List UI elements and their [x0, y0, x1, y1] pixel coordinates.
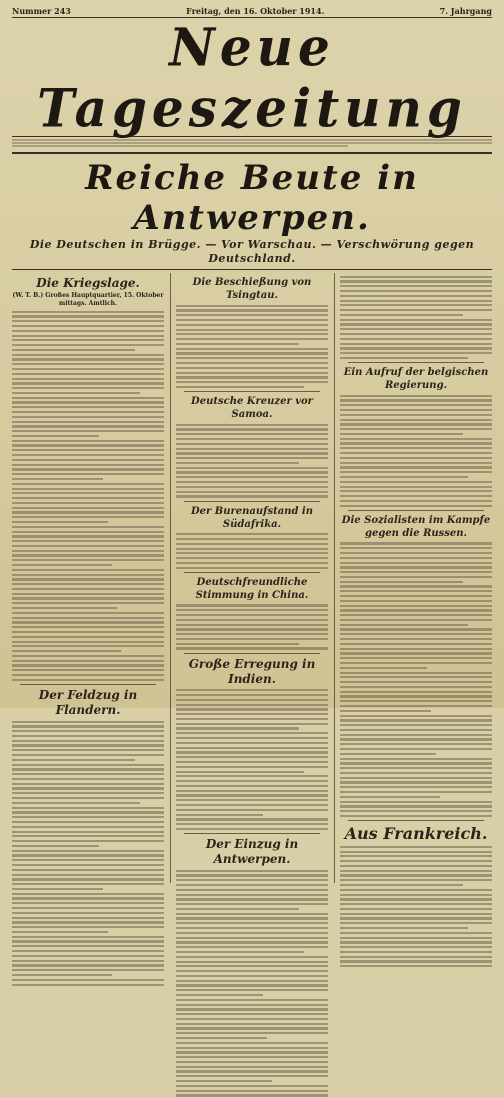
section-divider: [184, 501, 320, 502]
article-title: Die Sozialisten im Kampfe gegen die Russen.: [341, 514, 491, 539]
article-body-text: [340, 846, 492, 968]
issue-number: Nummer 243: [12, 6, 71, 16]
section-divider: [20, 684, 156, 685]
article-column: [170, 273, 328, 883]
main-subheadline: Die Deutschen in Brügge. — Vor Warschau. — Verschwörung gegen Deutschland.: [12, 238, 492, 270]
article-title: Ein Aufruf der belgischen Regierung.: [343, 367, 489, 392]
section-divider: [184, 391, 320, 392]
article-title: Große Erregung in Indien.: [188, 656, 316, 686]
section-divider: [348, 362, 484, 363]
article-body-text: [176, 870, 328, 1097]
article-body-text: [176, 424, 328, 498]
masthead-title: Neue Tageszeitung: [37, 16, 467, 139]
article-lead: (W. T. B.) Großes Hauptquartier, 15. Oktober mittags. Amtlich.: [12, 292, 164, 307]
publisher-info-block: [12, 136, 492, 154]
article-title: Die Kriegslage.: [36, 276, 140, 290]
article-title: Deutschfreundliche Stimmung in China.: [195, 576, 309, 601]
section-divider: [184, 833, 320, 834]
article-body-text: [176, 689, 328, 830]
article-title: Der Einzug in Antwerpen.: [205, 837, 299, 867]
section-divider: [184, 653, 320, 654]
article-title: Die Beschießung von Tsingtau.: [192, 277, 312, 301]
section-divider: [348, 820, 484, 821]
article-body-text: [12, 721, 164, 986]
article-body-text: [340, 395, 492, 507]
article-column: [12, 273, 164, 883]
issue-date: Freitag, den 16. Oktober 1914.: [186, 6, 325, 16]
main-headline: Reiche Beute in Antwerpen.: [85, 158, 419, 238]
article-body-text: [176, 604, 328, 649]
section-divider: [348, 510, 484, 511]
article-body-text: [12, 311, 164, 681]
article-column: [334, 273, 492, 883]
article-title: Der Burenaufstand in Südafrika.: [190, 505, 313, 530]
article-title: Der Feldzug in Flandern.: [38, 687, 138, 717]
article-body-text: [340, 542, 492, 817]
article-title: Deutsche Kreuzer vor Samoa.: [191, 396, 313, 421]
article-title: Aus Frankreich.: [344, 824, 488, 844]
article-body-text: [340, 276, 492, 359]
article-body-text: [176, 533, 328, 569]
volume-number: 7. Jahrgang: [439, 6, 492, 16]
section-divider: [184, 572, 320, 573]
article-columns: [12, 273, 492, 883]
article-body-text: [176, 305, 328, 388]
